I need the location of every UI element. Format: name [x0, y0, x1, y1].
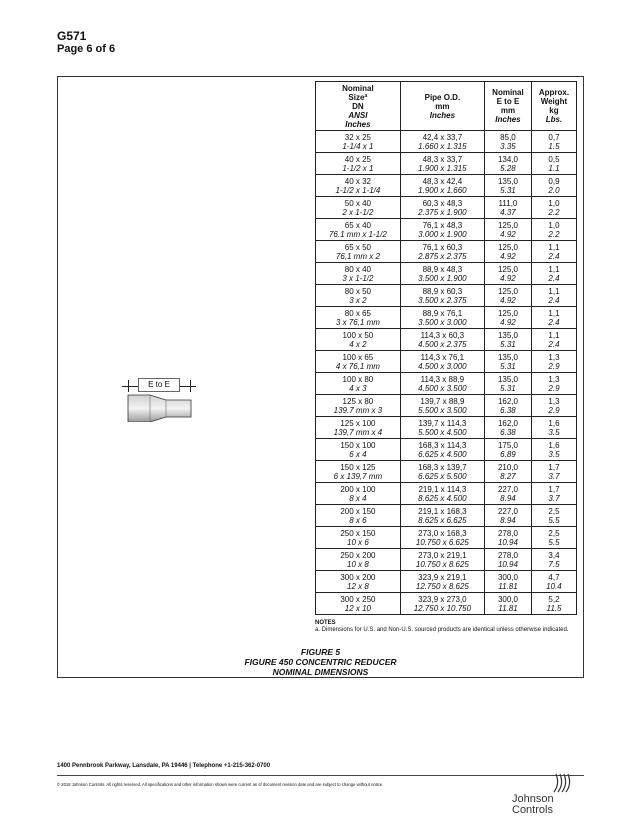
footer-copyright: © 2018 Johnson Controls. All rights reserved. All specifications and other information shown were current as of document revision date and are subject to change without notice.: [57, 782, 384, 787]
notes-title: NOTES: [315, 620, 336, 626]
table-cell: 76,1 x 48,3 3.000 x 1.900: [400, 219, 484, 241]
table-cell: 168,3 x 114,3 6.625 x 4.500: [400, 439, 484, 461]
e-to-e-dimension: [120, 378, 200, 392]
johnson-controls-logo: [512, 784, 576, 814]
table-cell: 80 x 40 3 x 1-1/2: [316, 263, 401, 285]
table-cell: 219,1 x 114,3 8.625 x 4.500: [400, 483, 484, 505]
table-cell: 111,0 4.37: [484, 197, 531, 219]
table-row: [316, 571, 577, 593]
table-cell: 273,0 x 168,3 10.750 x 6.625: [400, 527, 484, 549]
table-cell: 100 x 65 4 x 76,1 mm: [316, 351, 401, 373]
table-cell: 125,0 4.92: [484, 241, 531, 263]
table-row: [316, 417, 577, 439]
table-cell: 175,0 6.89: [484, 439, 531, 461]
table-cell: 1,1 2.4: [531, 285, 576, 307]
table-cell: 273,0 x 219,1 10.750 x 8.625: [400, 549, 484, 571]
table-row: [316, 285, 577, 307]
table-row: [316, 527, 577, 549]
table-cell: 125,0 4.92: [484, 307, 531, 329]
table-cell: 88,9 x 48,3 3.500 x 1.900: [400, 263, 484, 285]
table-cell: 1,0 2.2: [531, 197, 576, 219]
col-pipe-od: Pipe O.D. mm Inches: [400, 82, 484, 131]
caption-line-3: NOMINAL DIMENSIONS: [272, 667, 369, 677]
table-row: [316, 461, 577, 483]
table-cell: 2,5 5.5: [531, 527, 576, 549]
table-row: [316, 219, 577, 241]
table-row: [316, 439, 577, 461]
table-row: [316, 373, 577, 395]
page-number: Page 6 of 6: [57, 43, 116, 55]
concentric-reducer-icon: [120, 392, 200, 422]
table-row: [316, 197, 577, 219]
footer-address: 1400 Pennbrook Parkway, Lansdale, PA 19446 | Telephone +1-215-362-0700: [57, 763, 271, 769]
table-cell: 300,0 11.81: [484, 593, 531, 615]
table-cell: 100 x 50 4 x 2: [316, 329, 401, 351]
table-cell: 134,0 5.28: [484, 153, 531, 175]
table-header-row: [316, 82, 577, 131]
table-cell: 162,0 6.38: [484, 417, 531, 439]
table-cell: 32 x 25 1-1/4 x 1: [316, 131, 401, 153]
reducer-drawing: [120, 378, 200, 418]
logo-text-line-2: Controls: [512, 804, 553, 816]
table-cell: 88,9 x 76,1 3.500 x 3.000: [400, 307, 484, 329]
table-cell: 125 x 80 139.7 mm x 3: [316, 395, 401, 417]
table-cell: 114,3 x 88,9 4.500 x 3.500: [400, 373, 484, 395]
caption-line-1: FIGURE 5: [300, 647, 341, 657]
table-cell: 323,9 x 273,0 12.750 x 10.750: [400, 593, 484, 615]
table-row: [316, 131, 577, 153]
note-a: a. Dimensions for U.S. and Non-U.S. sourced products are identical unless otherwise indicated.: [315, 627, 569, 633]
table-row: [316, 307, 577, 329]
table-cell: 48,3 x 42,4 1.900 x 1.660: [400, 175, 484, 197]
dimensions-table: [315, 81, 577, 615]
table-cell: 1,7 3.7: [531, 461, 576, 483]
table-row: [316, 351, 577, 373]
table-cell: 5,2 11.5: [531, 593, 576, 615]
table-row: [316, 175, 577, 197]
table-cell: 1,1 2.4: [531, 241, 576, 263]
notes: [315, 620, 580, 634]
table-cell: 135,0 5.31: [484, 175, 531, 197]
table-cell: 0,9 2.0: [531, 175, 576, 197]
table-cell: 135,0 5.31: [484, 351, 531, 373]
document-code: G571: [57, 29, 87, 43]
table-cell: 1,3 2.9: [531, 351, 576, 373]
table-cell: 50 x 40 2 x 1-1/2: [316, 197, 401, 219]
table-cell: 278,0 10.94: [484, 549, 531, 571]
table-cell: 1,7 3.7: [531, 483, 576, 505]
table-cell: 1,3 2.9: [531, 373, 576, 395]
table-cell: 40 x 25 1-1/2 x 1: [316, 153, 401, 175]
table-cell: 60,3 x 48,3 2.375 x 1.900: [400, 197, 484, 219]
table-cell: 80 x 65 3 x 76,1 mm: [316, 307, 401, 329]
table-cell: 40 x 32 1-1/2 x 1-1/4: [316, 175, 401, 197]
table-cell: 0,7 1.5: [531, 131, 576, 153]
table-cell: 125 x 100 139,7 mm x 4: [316, 417, 401, 439]
table-row: [316, 263, 577, 285]
logo-mark-icon: [552, 772, 574, 794]
col-weight: Approx. Weight kg Lbs.: [531, 82, 576, 131]
table-cell: 65 x 50 76,1 mm x 2: [316, 241, 401, 263]
table-cell: 162,0 6.38: [484, 395, 531, 417]
table-cell: 250 x 150 10 x 6: [316, 527, 401, 549]
table-cell: 227,0 8.94: [484, 505, 531, 527]
table-cell: 125,0 4.92: [484, 219, 531, 241]
document-header: [57, 30, 115, 56]
table-cell: 135,0 5.31: [484, 373, 531, 395]
table-cell: 2,5 5.5: [531, 505, 576, 527]
table-cell: 1,1 2.4: [531, 307, 576, 329]
table-cell: 139,7 x 88,9 5.500 x 3.500: [400, 395, 484, 417]
table-cell: 1,6 3.5: [531, 439, 576, 461]
table-row: [316, 329, 577, 351]
table-row: [316, 241, 577, 263]
table-cell: 80 x 50 3 x 2: [316, 285, 401, 307]
table-cell: 4,7 10.4: [531, 571, 576, 593]
table-cell: 65 x 40 76.1 mm x 1-1/2: [316, 219, 401, 241]
table-cell: 135,0 5.31: [484, 329, 531, 351]
table-cell: 125,0 4.92: [484, 263, 531, 285]
table-cell: 323,9 x 219,1 12.750 x 8.625: [400, 571, 484, 593]
table-cell: 150 x 100 6 x 4: [316, 439, 401, 461]
table-cell: 0,5 1.1: [531, 153, 576, 175]
table-cell: 278,0 10.94: [484, 527, 531, 549]
table-body: [316, 131, 577, 615]
table-cell: 200 x 150 8 x 6: [316, 505, 401, 527]
figure-caption: [57, 647, 584, 677]
table-cell: 125,0 4.92: [484, 285, 531, 307]
footer-divider: [57, 775, 584, 776]
table-cell: 3,4 7.5: [531, 549, 576, 571]
table-row: [316, 505, 577, 527]
table-row: [316, 153, 577, 175]
table-cell: 48,3 x 33,7 1.900 x 1.315: [400, 153, 484, 175]
table-cell: 210,0 8.27: [484, 461, 531, 483]
table-cell: 300 x 200 12 x 8: [316, 571, 401, 593]
table-cell: 168,3 x 139,7 6.625 x 5.500: [400, 461, 484, 483]
table-cell: 114,3 x 60,3 4.500 x 2.375: [400, 329, 484, 351]
table-cell: 139,7 x 114,3 5.500 x 4.500: [400, 417, 484, 439]
table-row: [316, 483, 577, 505]
table-cell: 114,3 x 76,1 4.500 x 3.000: [400, 351, 484, 373]
col-e-to-e: Nominal E to E mm Inches: [484, 82, 531, 131]
table-cell: 1,6 3.5: [531, 417, 576, 439]
table-cell: 85,0 3.35: [484, 131, 531, 153]
table-cell: 88,9 x 60,3 3.500 x 2.375: [400, 285, 484, 307]
logo-text-line-1: Johnson: [512, 793, 554, 805]
table-cell: 150 x 125 6 x 139,7 mm: [316, 461, 401, 483]
table-cell: 1,1 2.4: [531, 329, 576, 351]
table-cell: 1,0 2.2: [531, 219, 576, 241]
table-cell: 100 x 80 4 x 3: [316, 373, 401, 395]
table-cell: 1,3 2.9: [531, 395, 576, 417]
table-row: [316, 593, 577, 615]
caption-line-2: FIGURE 450 CONCENTRIC REDUCER: [244, 657, 397, 667]
dimension-label: E to E: [138, 378, 180, 392]
table-cell: 200 x 100 8 x 4: [316, 483, 401, 505]
table-cell: 219,1 x 168,3 8.625 x 6.625: [400, 505, 484, 527]
table-cell: 42,4 x 33,7 1.660 x 1.315: [400, 131, 484, 153]
table-cell: 250 x 200 10 x 8: [316, 549, 401, 571]
table-cell: 76,1 x 60,3 2.875 x 2.375: [400, 241, 484, 263]
table-row: [316, 395, 577, 417]
table-row: [316, 549, 577, 571]
col-nominal-size: Nominal Sizeª DN ANSI Inches: [316, 82, 401, 131]
table-cell: 300 x 250 12 x 10: [316, 593, 401, 615]
table-cell: 227,0 8.94: [484, 483, 531, 505]
table-cell: 300,0 11.81: [484, 571, 531, 593]
table-cell: 1,1 2.4: [531, 263, 576, 285]
